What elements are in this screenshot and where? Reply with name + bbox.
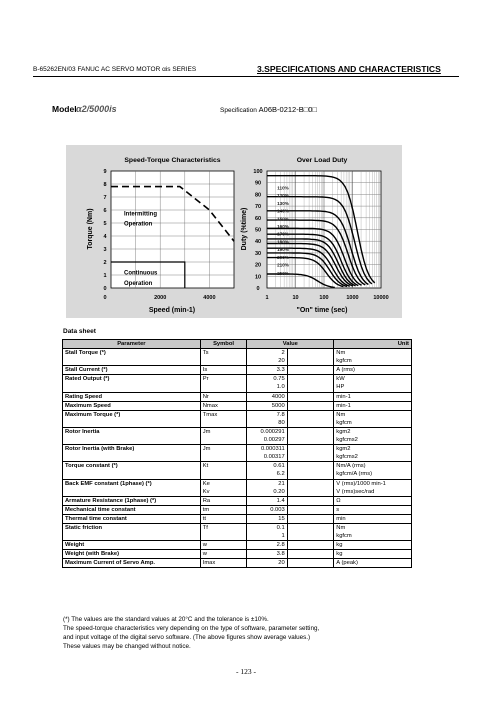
table-row	[63, 419, 412, 428]
column-header: Value	[247, 340, 334, 349]
symbol-cell: Ke	[200, 479, 247, 488]
parameter-cell	[63, 436, 201, 445]
table-row	[63, 488, 412, 497]
value-spacer	[287, 383, 334, 392]
y-tick-label: 1	[103, 273, 107, 279]
x-tick-label: 1	[265, 295, 269, 301]
curve-label: 110%	[277, 185, 289, 191]
value-cell: 0.000291	[247, 427, 287, 436]
symbol-cell: w	[200, 550, 247, 559]
footnote: (*) The values are the standard values at 20°C and the tolerance is ±10%.	[63, 616, 269, 623]
overload-duty-chart	[241, 157, 389, 314]
footnote: These values may be changed without notice.	[63, 643, 191, 650]
symbol-cell	[200, 357, 247, 366]
footnote: and input voltage of the digital servo software. (The above figures show average values.)	[63, 634, 311, 641]
parameter-cell: Rotor Inertia	[63, 427, 201, 436]
y-tick-label: 9	[103, 169, 107, 175]
parameter-cell: Maximum Current of Servo Amp.	[63, 559, 201, 568]
curve-label: 250%	[277, 270, 289, 276]
parameter-cell: Armature Resistance (1phase) (*)	[63, 496, 201, 505]
y-axis-label: Duty (%time)	[241, 207, 248, 251]
x-tick-label: 4000	[203, 295, 216, 301]
table-row	[63, 462, 412, 471]
table-row	[63, 427, 412, 436]
unit-cell: min-1	[334, 392, 412, 401]
y-tick-label: 8	[103, 182, 107, 188]
footnote: The speed-torque characteristics very depending on the type of software, parameter setting,	[63, 625, 320, 632]
value-spacer	[287, 453, 334, 462]
curve-label: 130%	[277, 200, 289, 206]
parameter-cell	[63, 419, 201, 428]
unit-cell: kgfcm/A (rms)	[334, 470, 412, 479]
unit-cell: Nm	[334, 349, 412, 358]
table-row	[63, 523, 412, 532]
y-tick-label: 7	[103, 195, 107, 201]
parameter-cell: Maximum Torque (*)	[63, 410, 201, 419]
curve-label: 200%	[277, 254, 289, 260]
symbol-cell: Nr	[200, 392, 247, 401]
value-spacer	[287, 410, 334, 419]
curve-label: 160%	[277, 223, 289, 229]
value-spacer	[287, 349, 334, 358]
x-tick-label: 10	[292, 295, 299, 301]
charts-svg	[0, 0, 504, 330]
parameter-cell: Rating Speed	[63, 392, 201, 401]
value-cell: 1.4	[247, 496, 287, 505]
parameter-cell	[63, 357, 201, 366]
parameter-cell: Torque constant (*)	[63, 462, 201, 471]
y-tick-label: 90	[254, 180, 262, 187]
unit-cell: Nm	[334, 410, 412, 419]
speed-torque-chart	[87, 157, 234, 314]
value-cell: 0.003	[247, 505, 287, 514]
table-row	[63, 349, 412, 358]
value-cell: 7.8	[247, 410, 287, 419]
table-row	[63, 559, 412, 568]
parameter-cell: Mechanical time constant	[63, 505, 201, 514]
value-spacer	[287, 445, 334, 454]
value-spacer	[287, 541, 334, 550]
parameter-cell	[63, 383, 201, 392]
symbol-cell: Tmax	[200, 410, 247, 419]
value-spacer	[287, 514, 334, 523]
table-row	[63, 445, 412, 454]
x-tick-label: 0	[103, 295, 107, 301]
value-spacer	[287, 550, 334, 559]
specification-value: A06B-0212-B□0□	[258, 105, 317, 114]
value-cell: 3.3	[247, 366, 287, 375]
parameter-cell: Back EMF constant (1phase) (*)	[63, 479, 201, 488]
unit-cell: kgm2	[334, 427, 412, 436]
series-label: Operation	[124, 221, 153, 228]
y-tick-label: 10	[254, 274, 262, 281]
unit-cell: kgfcm	[334, 532, 412, 541]
table-row	[63, 479, 412, 488]
value-spacer	[287, 357, 334, 366]
header-right: 3.SPECIFICATIONS AND CHARACTERISTICS	[257, 64, 441, 74]
model-name: α2/5000is	[76, 104, 117, 114]
table-row	[63, 532, 412, 541]
x-axis-label: "On" time (sec)	[296, 307, 348, 314]
parameter-cell: Weight	[63, 541, 201, 550]
value-cell: 3.8	[247, 550, 287, 559]
curve-label: 120%	[277, 193, 289, 199]
y-tick-label: 3	[103, 247, 107, 253]
value-cell: 0.1	[247, 523, 287, 532]
value-spacer	[287, 559, 334, 568]
y-axis-label: Torque (Nm)	[87, 208, 94, 250]
model-label: Model	[52, 104, 77, 114]
x-tick-label: 1000	[346, 295, 359, 301]
symbol-cell: Imax	[200, 559, 247, 568]
value-spacer	[287, 496, 334, 505]
parameter-cell: Stall Torque (*)	[63, 349, 201, 358]
parameter-cell: Rated Output (*)	[63, 375, 201, 384]
value-cell: 80	[247, 419, 287, 428]
value-cell: 0.00297	[247, 436, 287, 445]
table-row	[63, 401, 412, 410]
unit-cell: kgfcm	[334, 419, 412, 428]
symbol-cell: Nmax	[200, 401, 247, 410]
table-row	[63, 496, 412, 505]
value-spacer	[287, 427, 334, 436]
symbol-cell: Pr	[200, 375, 247, 384]
value-spacer	[287, 532, 334, 541]
symbol-cell	[200, 470, 247, 479]
curve-label: 170%	[277, 231, 289, 237]
table-row	[63, 505, 412, 514]
y-tick-label: 5	[103, 221, 107, 227]
curve-label: 180%	[277, 239, 289, 245]
unit-cell: V (rms)/1000 min-1	[334, 479, 412, 488]
unit-cell: Nm	[334, 523, 412, 532]
parameter-cell: Static friction	[63, 523, 201, 532]
page-number: - 123 -	[236, 667, 256, 676]
unit-cell: Ω	[334, 496, 412, 505]
symbol-cell: Kt	[200, 462, 247, 471]
datasheet-title: Data sheet	[63, 328, 96, 335]
unit-cell: kg	[334, 541, 412, 550]
value-cell: 0.75	[247, 375, 287, 384]
parameter-cell	[63, 453, 201, 462]
curve-label: 210%	[277, 262, 289, 268]
table-row	[63, 453, 412, 462]
value-cell: 20	[247, 559, 287, 568]
symbol-cell: tt	[200, 514, 247, 523]
x-tick-label: 100	[319, 295, 329, 301]
series-label: Continuous	[124, 270, 158, 277]
parameter-cell: Weight (with Brake)	[63, 550, 201, 559]
symbol-cell: Jm	[200, 427, 247, 436]
value-cell: 20	[247, 357, 287, 366]
unit-cell: HP	[334, 383, 412, 392]
chart-title: Over Load Duty	[296, 157, 348, 164]
symbol-cell: Kv	[200, 488, 247, 497]
table-row	[63, 541, 412, 550]
symbol-cell: tm	[200, 505, 247, 514]
value-cell: 5000	[247, 401, 287, 410]
symbol-cell: Is	[200, 366, 247, 375]
x-axis-label: Speed (min-1)	[148, 307, 196, 314]
value-spacer	[287, 375, 334, 384]
unit-cell: Nm/A (rms)	[334, 462, 412, 471]
value-cell: 0.00317	[247, 453, 287, 462]
y-tick-label: 2	[103, 260, 107, 266]
table-row	[63, 383, 412, 392]
specification-label: Specification	[220, 107, 257, 114]
symbol-cell	[200, 383, 247, 392]
value-spacer	[287, 470, 334, 479]
parameter-cell: Rotor Inertia (with Brake)	[63, 445, 201, 454]
table-row	[63, 410, 412, 419]
value-cell: 0.20	[247, 488, 287, 497]
y-tick-label: 0	[103, 286, 107, 292]
value-spacer	[287, 401, 334, 410]
y-tick-label: 50	[254, 227, 262, 234]
value-spacer	[287, 505, 334, 514]
value-spacer	[287, 488, 334, 497]
y-tick-label: 0	[256, 286, 260, 292]
y-tick-label: 30	[254, 250, 262, 257]
value-cell: 2	[247, 349, 287, 358]
y-tick-label: 40	[254, 239, 262, 246]
datasheet-table	[62, 339, 412, 568]
symbol-cell: Ts	[200, 349, 247, 358]
y-tick-label: 20	[254, 262, 262, 269]
symbol-cell	[200, 532, 247, 541]
unit-cell: A (peak)	[334, 559, 412, 568]
unit-cell: min-1	[334, 401, 412, 410]
value-spacer	[287, 479, 334, 488]
unit-cell: min	[334, 514, 412, 523]
x-tick-label: 2000	[154, 295, 167, 301]
curve-label: 190%	[277, 247, 289, 253]
value-spacer	[287, 419, 334, 428]
unit-cell: s	[334, 505, 412, 514]
parameter-cell	[63, 532, 201, 541]
curve-label: 150%	[277, 216, 289, 222]
y-tick-label: 70	[254, 204, 262, 211]
series-label: Operation	[124, 280, 153, 287]
table-row	[63, 550, 412, 559]
value-cell: 15	[247, 514, 287, 523]
parameter-cell	[63, 470, 201, 479]
parameter-cell: Stall Current (*)	[63, 366, 201, 375]
symbol-cell: w	[200, 541, 247, 550]
unit-cell: kgfcm	[334, 357, 412, 366]
table-row	[63, 470, 412, 479]
table-row	[63, 514, 412, 523]
symbol-cell: Jm	[200, 445, 247, 454]
unit-cell: kgm2	[334, 445, 412, 454]
parameter-cell	[63, 488, 201, 497]
y-tick-label: 4	[103, 234, 107, 240]
unit-cell: kg	[334, 550, 412, 559]
value-cell: 0.000311	[247, 445, 287, 454]
symbol-cell: Tf	[200, 523, 247, 532]
value-cell: 1	[247, 532, 287, 541]
chart-title: Speed-Torque Characteristics	[124, 157, 221, 164]
value-spacer	[287, 366, 334, 375]
value-spacer	[287, 462, 334, 471]
unit-cell: V (rms)sec/rad	[334, 488, 412, 497]
unit-cell: kgfcms2	[334, 453, 412, 462]
parameter-cell: Maximum Speed	[63, 401, 201, 410]
header-left: B-65262EN/03 FANUC AC SERVO MOTOR αis SERIES	[33, 66, 197, 73]
y-tick-label: 80	[254, 192, 262, 199]
symbol-cell	[200, 419, 247, 428]
value-spacer	[287, 392, 334, 401]
x-tick-label: 10000	[373, 295, 389, 301]
curve-label: 140%	[277, 208, 289, 214]
table-row	[63, 357, 412, 366]
datasheet-header-row	[63, 340, 412, 349]
y-tick-label: 60	[254, 215, 262, 222]
unit-cell: kgfcms2	[334, 436, 412, 445]
symbol-cell	[200, 436, 247, 445]
value-spacer	[287, 523, 334, 532]
value-cell: 21	[247, 479, 287, 488]
column-header: Parameter	[63, 340, 201, 349]
column-header: Unit	[334, 340, 412, 349]
symbol-cell: Ra	[200, 496, 247, 505]
symbol-cell	[200, 453, 247, 462]
value-cell: 0.61	[247, 462, 287, 471]
table-row	[63, 436, 412, 445]
y-tick-label: 6	[103, 208, 107, 214]
unit-cell: kW	[334, 375, 412, 384]
value-cell: 6.2	[247, 470, 287, 479]
table-row	[63, 375, 412, 384]
y-tick-label: 100	[253, 169, 263, 175]
unit-cell: A (rms)	[334, 366, 412, 375]
value-cell: 4000	[247, 392, 287, 401]
value-cell: 1.0	[247, 383, 287, 392]
series-label: Intermitting	[124, 211, 157, 218]
parameter-cell: Thermal time constant	[63, 514, 201, 523]
value-cell: 2.8	[247, 541, 287, 550]
column-header: Symbol	[200, 340, 247, 349]
table-row	[63, 366, 412, 375]
value-spacer	[287, 436, 334, 445]
table-row	[63, 392, 412, 401]
